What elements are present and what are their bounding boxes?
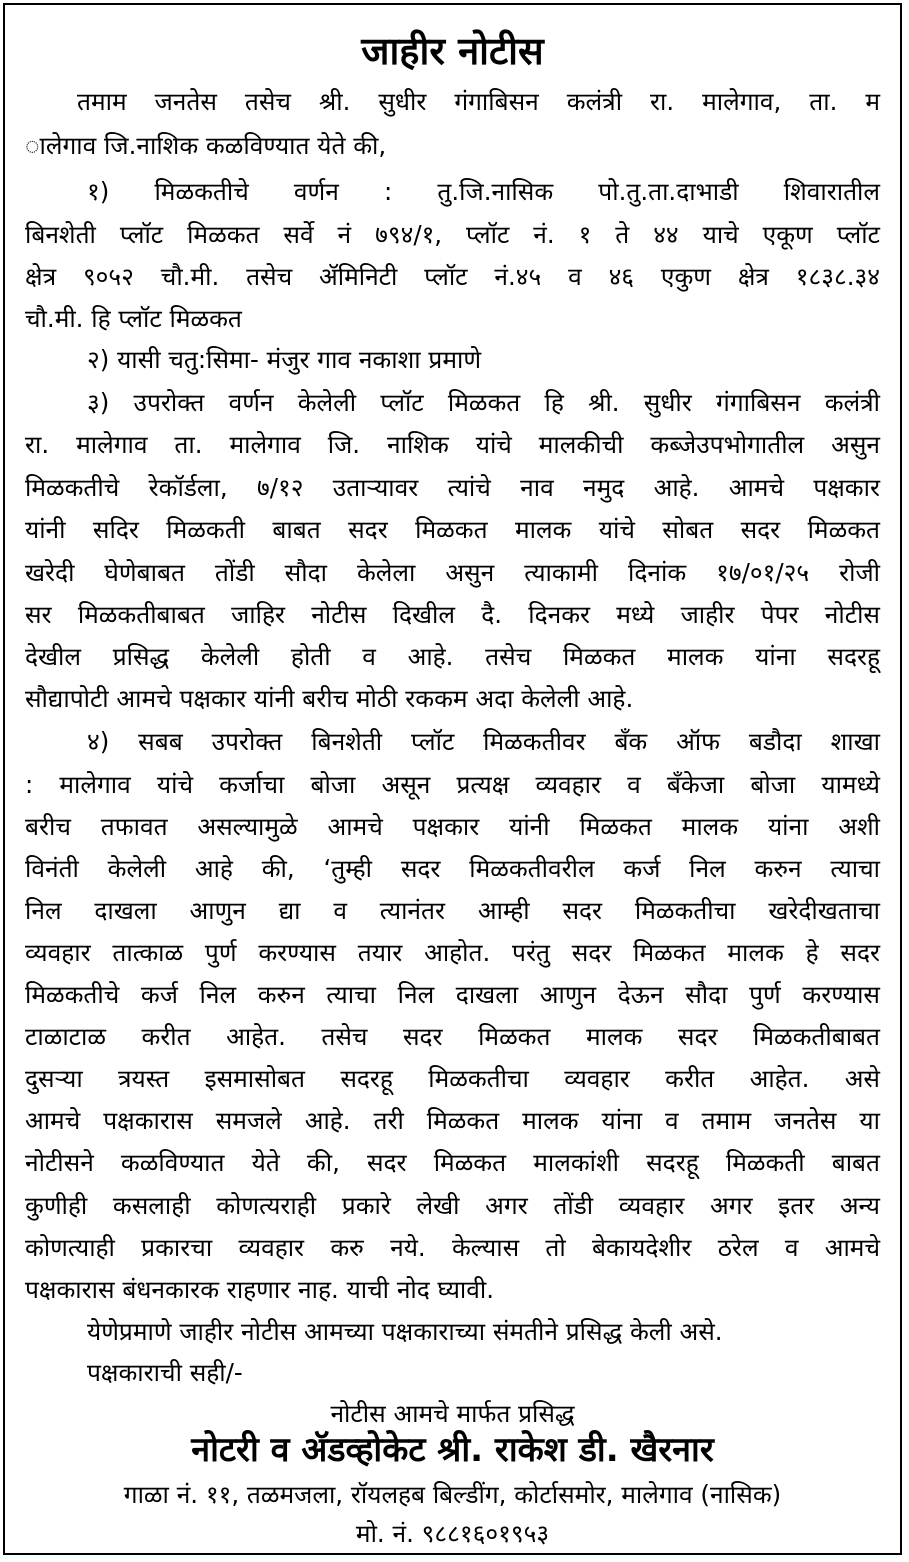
section3-line: मिळकतीचे रेकॉर्डला, ७/१२ उताऱ्यावर त्यांचे नाव नमुद आहे. आमचे पक्षकार <box>25 473 880 502</box>
section3-line: सर मिळकतीबाबत जाहिर नोटीस दिखील दै. दिनकर मध्ये जाहीर पेपर नोटीस <box>25 600 880 629</box>
section4-line: मिळकतीचे कर्ज निल करुन त्याचा निल दाखला आणुन देऊन सौदा पुर्ण करण्यास <box>25 980 880 1009</box>
section4-line: : मालेगाव यांचे कर्जाचा बोजा असून प्रत्यक्ष व्यवहार व बँकेजा बोजा यामध्ये <box>25 770 880 799</box>
section4-line: कोणत्याही प्रकारचा व्यवहार करु नये. केल्यास तो बेकायदेशीर ठरेल व आमचे <box>25 1233 880 1262</box>
section3-line: सौद्यापोटी आमचे पक्षकार यांनी बरीच मोठी रककम अदा केलेली आहे. <box>25 684 634 713</box>
section2-line: २) यासी चतु:सिमा- मंजुर गाव नकाशा प्रमाणे <box>87 345 482 374</box>
section1-line: बिनशेती प्लॉट मिळकत सर्वे नं ७९४/१, प्लॉट नं. १ ते ४४ याचे एकूण प्लॉट <box>25 220 880 249</box>
intro-line: तमाम जनतेस तसेच श्री. सुधीर गंगाबिसन कलंत्री रा. मालेगाव, ता. म <box>77 87 880 116</box>
signature-line: पक्षकाराची सही/- <box>87 1358 243 1387</box>
section3-line: देखील प्रसिद्ध केलेली होती व आहे. तसेच मिळकत मालक यांना सदरहू <box>25 642 880 671</box>
section1-line: १) मिळकतीचे वर्णन : तु.जि.नासिक पो.तु.ता.दाभाडी शिवारातील <box>87 177 880 206</box>
section3-line: ३) उपरोक्त वर्णन केलेली प्लॉट मिळकत हि श्री. सुधीर गंगाबिसन कलंत्री <box>87 388 880 417</box>
section4-line: बरीच तफावत असल्यामुळे आमचे पक्षकार यांनी मिळकत मालक यांना अशी <box>25 812 880 841</box>
section4-line: आमचे पक्षकारास समजले आहे. तरी मिळकत मालक यांना व तमाम जनतेस या <box>25 1106 880 1135</box>
section1-line: क्षेत्र ९०५२ चौ.मी. तसेच ॲमिनिटी प्लॉट नं.४५ व ४६ एकुण क्षेत्र १८३८.३४ <box>25 262 880 291</box>
section4-line: कुणीही कसलाही कोणत्यराही प्रकारे लेखी अगर तोंडी व्यवहार अगर इतर अन्य <box>25 1191 880 1220</box>
section4-line: दुसऱ्या त्रयस्त इसमासोबत सदरहू मिळकतीचा व्यवहार करीत आहेत. असे <box>25 1064 880 1093</box>
notice-title: जाहीर नोटीस <box>361 29 544 73</box>
advocate-name: नोटरी व ॲडव्होकेट श्री. राकेश डी. खैरनार <box>191 1430 714 1470</box>
section3-line: रा. मालेगाव ता. मालेगाव जि. नाशिक यांचे मालकीची कब्जेउपभोगातील असुन <box>25 430 880 459</box>
section3-line: खरेदी घेणेबाबत तोंडी सौदा केलेला असुन त्याकामी दिनांक १७/०१/२५ रोजी <box>25 558 880 587</box>
section4-line: व्यवहार तात्काळ पुर्ण करण्यास तयार आहोत. परंतु सदर मिळकत मालक हे सदर <box>25 938 880 967</box>
section4-line: ४) सबब उपरोक्त बिनशेती प्लॉट मिळकतीवर बँक ऑफ बडौदा शाखा <box>87 727 880 756</box>
mobile-number: मो. नं. ९८८१६०१९५३ <box>355 1519 550 1548</box>
section4-line: नोटीसने कळविण्यात येते की, सदर मिळकत मालकांशी सदरहू मिळकती बाबत <box>25 1148 880 1177</box>
section1-line: चौ.मी. हि प्लॉट मिळकत <box>25 304 242 333</box>
intro-line: ालेगाव जि.नाशिक कळविण्यात येते की, <box>25 131 387 160</box>
section4-line: निल दाखला आणुन द्या व त्यानंतर आम्ही सदर मिळकतीचा खरेदीखताचा <box>25 896 880 925</box>
published-by: नोटीस आमचे मार्फत प्रसिद्ध <box>330 1399 575 1428</box>
closing-line: येणेप्रमाणे जाहीर नोटीस आमच्या पक्षकाराच्या संमतीने प्रसिद्ध केली असे. <box>87 1317 723 1346</box>
address: गाळा नं. ११, तळमजला, रॉयलहब बिल्डींग, कोर्टासमोर, मालेगाव (नासिक) <box>123 1480 782 1509</box>
section4-line: विनंती केलेली आहे की, ‘तुम्ही सदर मिळकतीवरील कर्ज निल करुन त्याचा <box>25 854 880 883</box>
public-notice <box>3 3 902 1555</box>
section4-line: पक्षकारास बंधनकारक राहणार नाह. याची नोद घ्यावी. <box>25 1275 495 1304</box>
section3-line: यांनी सदिर मिळकती बाबत सदर मिळकत मालक यांचे सोबत सदर मिळकत <box>25 515 880 544</box>
section4-line: टाळाटाळ करीत आहेत. तसेच सदर मिळकत मालक सदर मिळकतीबाबत <box>25 1022 880 1051</box>
